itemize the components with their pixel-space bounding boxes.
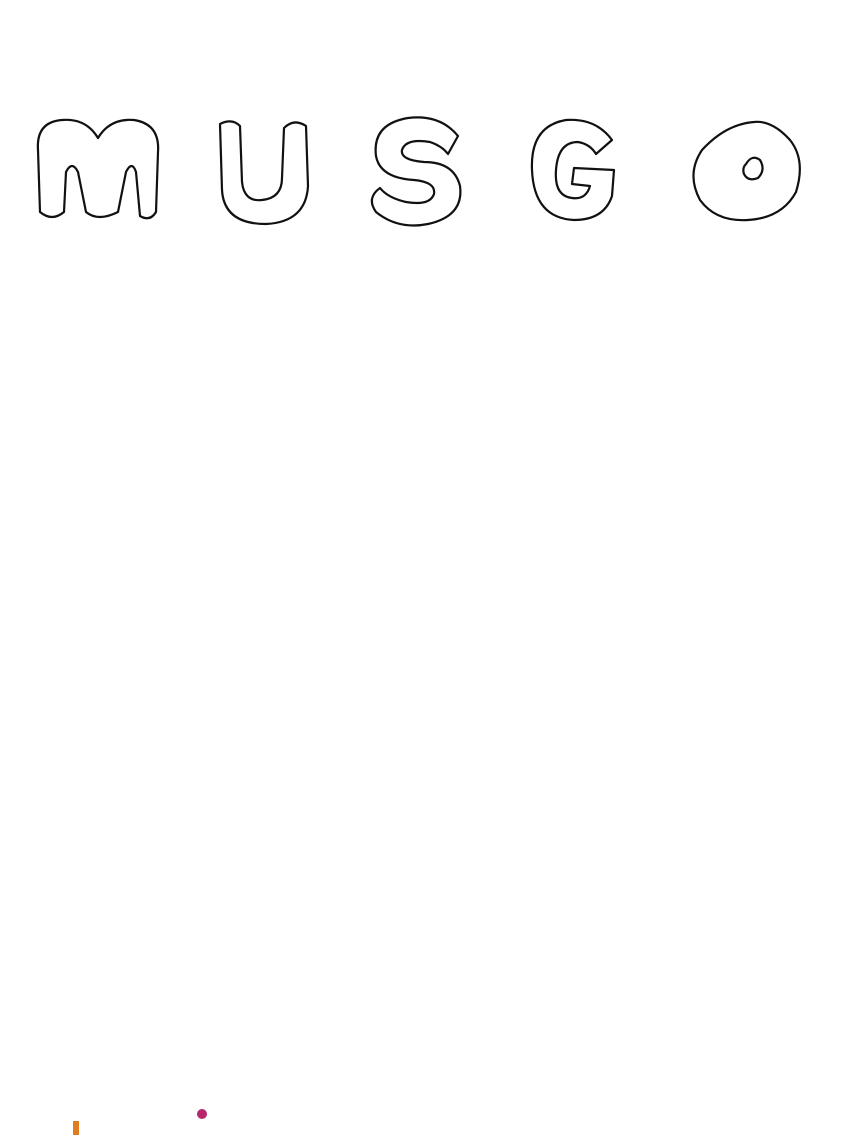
footer [0, 550, 848, 600]
grid-panels [0, 0, 848, 372]
logo-accent-bar [73, 1121, 79, 1135]
university-logo-icon [197, 1109, 207, 1119]
